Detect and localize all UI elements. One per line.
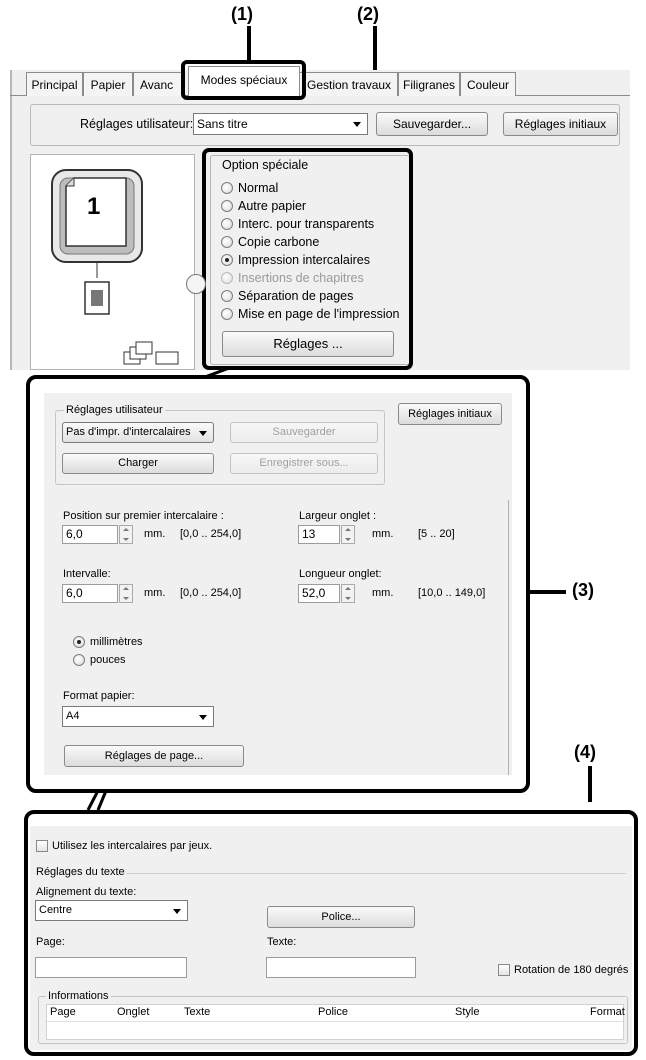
column-header[interactable]: Page: [50, 1006, 76, 1018]
tp-paper-label: Format papier:: [63, 690, 135, 702]
save-button[interactable]: Sauvegarder...: [376, 112, 488, 136]
tp-position-spinner[interactable]: [119, 525, 133, 544]
tab-modes-speciaux[interactable]: Modes spéciaux: [188, 66, 300, 96]
callout-1: (1): [231, 4, 253, 24]
tp-paper-select[interactable]: [62, 706, 214, 727]
text-label: Texte:: [267, 936, 297, 948]
chevron-down-icon: [199, 715, 207, 720]
column-header[interactable]: Style: [455, 1006, 480, 1018]
font-button[interactable]: Police...: [267, 906, 415, 928]
column-header[interactable]: Texte: [184, 1006, 211, 1018]
tp-length-input[interactable]: 52,0: [298, 584, 340, 603]
option-label: Impression intercalaires: [238, 253, 370, 267]
tp-interval-label: Intervalle:: [63, 568, 111, 580]
preview-page-number: 1: [87, 193, 101, 220]
tp-width-input[interactable]: 13: [298, 525, 340, 544]
page-input[interactable]: [35, 957, 187, 978]
align-label: Alignement du texte:: [36, 886, 137, 898]
callout-2: (2): [357, 4, 379, 24]
tp-unit-mm-label: millimètres: [90, 636, 143, 648]
defaults-button[interactable]: Réglages initiaux: [503, 112, 618, 136]
tab-avance[interactable]: Avanc: [133, 72, 185, 96]
use-sets-checkbox[interactable]: [36, 840, 48, 852]
tp-unit-mm[interactable]: [73, 636, 143, 648]
column-header[interactable]: Police: [318, 1006, 348, 1018]
dialog-edge: [508, 500, 509, 775]
tp-length-unit: mm.: [372, 587, 394, 599]
column-header[interactable]: Onglet: [117, 1006, 150, 1018]
callout-2-highlight: [202, 148, 413, 370]
tp-position-label: Position sur premier intercalaire :: [63, 510, 224, 522]
callout-3: (3): [572, 580, 594, 600]
tp-position-unit: mm.: [144, 528, 166, 540]
user-settings-select[interactable]: [193, 113, 368, 135]
tp-defaults-button[interactable]: Réglages initiaux: [398, 403, 502, 425]
header-separator: [47, 1021, 623, 1022]
option-label: Insertions de chapitres: [238, 271, 364, 285]
option-label: Normal: [238, 181, 279, 195]
rotate-checkbox[interactable]: [498, 964, 510, 976]
chevron-down-icon: [199, 431, 207, 436]
tp-length-range: [10,0 .. 149,0]: [418, 587, 486, 599]
page-label: Page:: [36, 936, 65, 948]
option-label: Séparation de pages: [238, 289, 354, 303]
special-option-title: Option spéciale: [222, 158, 309, 172]
tp-unit-in-label: pouces: [90, 654, 126, 666]
tab-couleur[interactable]: Couleur: [460, 72, 516, 96]
tp-load-button[interactable]: Charger: [62, 453, 214, 474]
special-settings-button[interactable]: Réglages ...: [222, 331, 394, 357]
align-value: Centre: [39, 904, 73, 916]
tp-interval-unit: mm.: [144, 587, 166, 599]
info-label: Informations: [48, 990, 109, 1002]
tp-unit-in[interactable]: [73, 654, 125, 666]
callout-4: (4): [574, 742, 596, 762]
tab-filigranes[interactable]: Filigranes: [398, 72, 460, 96]
tp-user-settings-label: Réglages utilisateur: [66, 404, 163, 416]
option-label: Interc. pour transparents: [238, 217, 375, 231]
tp-save-as-button: Enregistrer sous...: [230, 453, 378, 474]
tp-width-unit: mm.: [372, 528, 394, 540]
tp-user-settings-select[interactable]: [62, 422, 214, 443]
tp-interval-input[interactable]: 6,0: [62, 584, 118, 603]
tp-position-input[interactable]: 6,0: [62, 525, 118, 544]
user-settings-label: Réglages utilisateur:: [80, 117, 194, 131]
use-sets-label: Utilisez les intercalaires par jeux.: [52, 840, 213, 852]
user-settings-value: Sans titre: [197, 117, 248, 131]
tp-paper-value: A4: [66, 710, 80, 722]
option-label: Mise en page de l'impression: [238, 307, 400, 321]
tp-width-range: [5 .. 20]: [418, 528, 455, 540]
text-input[interactable]: [266, 957, 416, 978]
tp-position-range: [0,0 .. 254,0]: [180, 528, 242, 540]
tp-width-label: Largeur onglet :: [299, 510, 377, 522]
column-header[interactable]: Format: [590, 1006, 625, 1018]
chevron-down-icon: [173, 909, 181, 914]
radio-selected-icon: [73, 636, 85, 648]
tab-principal[interactable]: Principal: [26, 72, 83, 96]
tp-save-button: Sauvegarder: [230, 422, 378, 443]
tab-papier[interactable]: Papier: [83, 72, 133, 96]
tp-user-settings-value: Pas d'impr. d'intercalaires: [66, 426, 191, 438]
preview-illustration: [30, 154, 195, 370]
expand-icon[interactable]: [186, 274, 206, 294]
callout-1-highlight: [181, 60, 306, 100]
tab-gestion-travaux[interactable]: Gestion travaux: [298, 72, 398, 96]
option-label: Copie carbone: [238, 235, 320, 249]
tp-interval-range: [0,0 .. 254,0]: [180, 587, 242, 599]
tp-length-spinner[interactable]: [341, 584, 355, 603]
align-select[interactable]: [35, 900, 188, 921]
text-settings-label: Réglages du texte: [36, 866, 125, 878]
tp-interval-spinner[interactable]: [119, 584, 133, 603]
radio-icon: [73, 654, 85, 666]
tp-width-spinner[interactable]: [341, 525, 355, 544]
chevron-down-icon: [353, 122, 361, 127]
separator: [126, 873, 626, 874]
rotate-label: Rotation de 180 degrés: [514, 964, 629, 976]
option-label: Autre papier: [238, 199, 307, 213]
tp-page-settings-button[interactable]: Réglages de page...: [64, 745, 244, 767]
tp-length-label: Longueur onglet:: [299, 568, 382, 580]
